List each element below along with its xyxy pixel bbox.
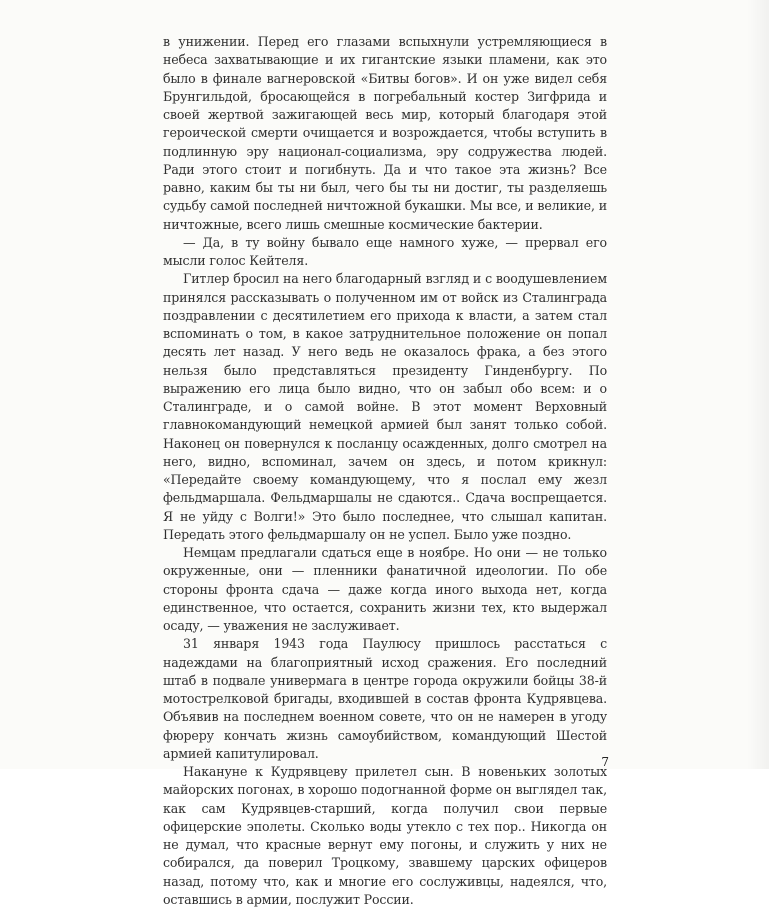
paragraph-2: — Да, в ту войну бывало еще намного хуже, — прервал его мысли голос Кейтеля. <box>163 234 607 268</box>
paragraph-1: в унижении. Перед его глазами вспыхнули устремляющиеся в небеса захватывающие и их гигантские языки пламени, как это было в финале вагнеровской «Битвы богов». И он уже видел себя Брунгильдой, бросающейся в погребальный костер Зигфрида и своей жертвой зажигающей весь мир, который благодаря этой героической смерти очищается и возрождается, чтобы вступить в подлинную эру национал-социализма, эру содружества людей. Ради этого стоит и погибнуть. Да и что такое эта жизнь? Все равно, каким бы ты ни был, чего бы ты ни достиг, ты разделяешь судьбу самой последней ничтожной букашки. Мы все, и великие, и ничтожные, всего лишь смешные космические бактерии. <box>163 34 607 232</box>
paragraph-6: Накануне к Кудрявцеву прилетел сын. В новеньких золотых майорских погонах, в хорошо подогнанной форме он выглядел так, как сам Кудрявцев-старший, когда получил свои первые офицерские эполеты. Сколько воды утекло с тех пор.. Никогда он не думал, что красные вернут ему погоны, и служить у них не собирался, да поверил Троцкому, звавшему царских офицеров назад, потому что, как и многие его сослуживцы, надеялся, что, оставшись в армии, послужит России. <box>163 764 607 907</box>
paragraph-5: 31 января 1943 года Паулюсу пришлось расстаться с надеждами на благоприятный исход сражения. Его последний штаб в подвале универмага в центре города окружили бойцы 38-й мотострелковой бригады, входившей в состав фронта Кудрявцева. Объявив на последнем военном совете, что он не намерен в угоду фюреру кончать жизнь самоубийством, командующий Шестой армией капитулировал. <box>163 636 607 761</box>
page-edge-shadow <box>747 0 769 769</box>
page-number: 7 <box>601 755 609 769</box>
page-text <box>163 33 607 909</box>
paragraph-4: Немцам предлагали сдаться еще в ноябре. Но они — не только окруженные, они — пленники фанатичной идеологии. По обе стороны фронта сдача — даже когда иного выхода нет, когда единственное, что остается, сохранить жизни тех, кто выдержал осаду, — уважения не заслуживает. <box>163 545 607 633</box>
paragraph-3: Гитлер бросил на него благодарный взгляд и с воодушевлением принялся рассказывать о полученном им от войск из Сталинграда поздравлении с десятилетием его прихода к власти, а затем стал вспоминать о том, в какое затруднительное положение он попал десять лет назад. У него ведь не оказалось фрака, а без этого нельзя было представляться президенту Гинденбургу. По выражению его лица было видно, что он забыл обо всем: и о Сталинграде, и о самой войне. В этот момент Верховный главнокомандующий немецкой армией был занят только собой. Наконец он повернулся к посланцу осажденных, долго смотрел на него, видно, вспоминал, зачем он здесь, и потом крикнул: «Передайте своему командующему, что я послал ему жезл фельдмаршала. Фельдмаршалы не сдаются.. Сдача воспрещается. Я не уйду с Волги!» Это было последнее, что слышал капитан. Передать этого фельдмаршалу он не успел. Было уже поздно. <box>163 271 607 542</box>
